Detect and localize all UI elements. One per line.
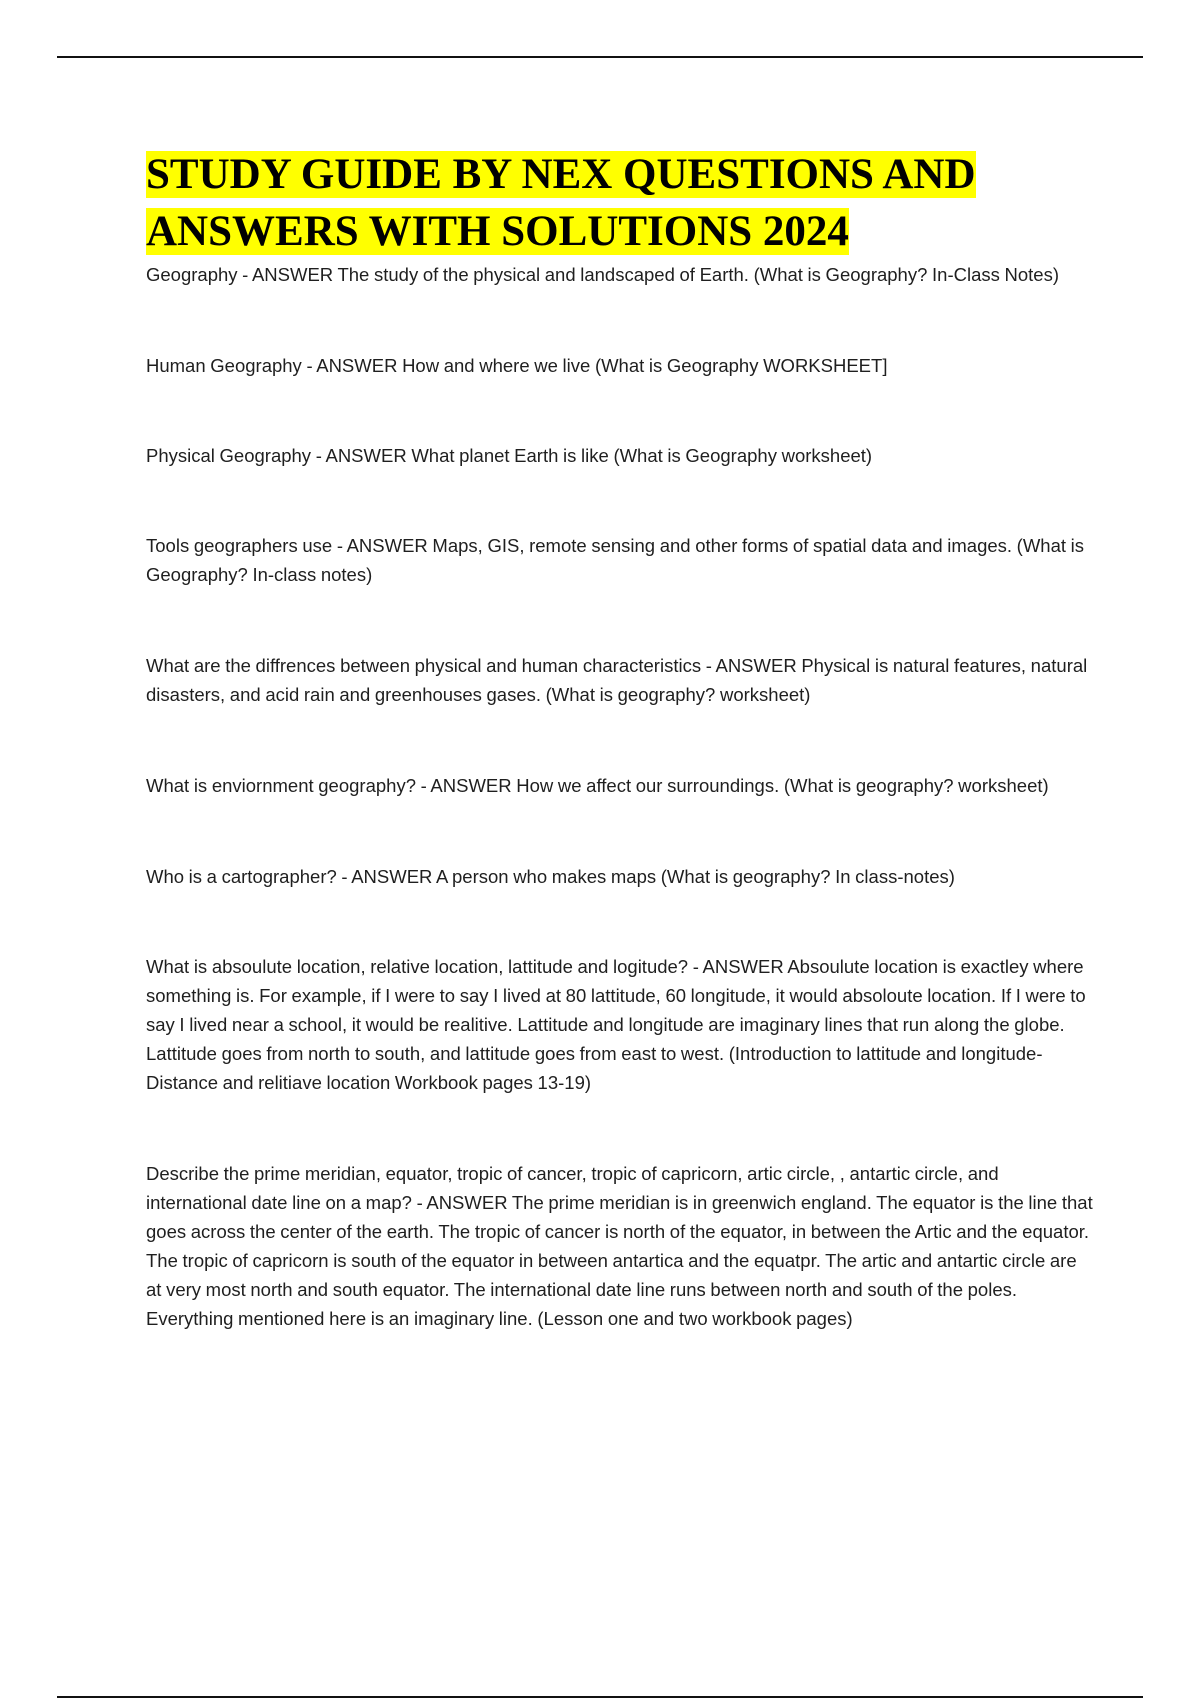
qa-item-differences: What are the diffrences between physical and human characteristics - ANSWER Physical is natural features, natural disasters, and acid rain and greenhouses gases. (What is geography? worksheet) xyxy=(146,655,1088,705)
qa-item-human-geography: Human Geography - ANSWER How and where we live (What is Geography WORKSHEET] xyxy=(146,355,888,376)
qa-item-geography: Geography - ANSWER The study of the physical and landscaped of Earth. (What is Geography? In-Class Notes) xyxy=(146,264,1059,285)
document-body xyxy=(146,146,1096,1333)
qa-item-tools: Tools geographers use - ANSWER Maps, GIS, remote sensing and other forms of spatial data and images. (What is Geography? In-class notes) xyxy=(146,535,1085,585)
qa-item-cartographer: Who is a cartographer? - ANSWER A person who makes maps (What is geography? In class-notes) xyxy=(146,866,955,887)
qa-item-location: What is absoulute location, relative location, lattitude and logitude? - ANSWER Absoulute location is exactley where something is. For example, if I were to say I lived at 80 lattitude, 60 longitude, it would absoloute location. If I were to say I lived near a school, it would be realitive. Lattitude and longitude are imaginary lines that run along the globe. Lattitude goes from north to south, and lattitude goes from east to west. (Introduction to lattitude and longitude- Distance and relitiave location Workbook pages 13-19) xyxy=(146,956,1086,1093)
document-title xyxy=(146,146,1096,260)
qa-item-map-lines: Describe the prime meridian, equator, tropic of cancer, tropic of capricorn, artic circle, , antartic circle, and international date line on a map? - ANSWER The prime meridian is in greenwich england. The equator is the line that goes across the center of the earth. The tropic of cancer is north of the equator, in between the Artic and the equator. The tropic of capricorn is south of the equator in between antartica and the equatpr. The artic and antartic circle are at very most north and south equator. The international date line runs between north and south of the poles. Everything mentioned here is an imaginary line. (Lesson one and two workbook pages) xyxy=(146,1163,1093,1329)
top-rule xyxy=(57,56,1143,58)
qa-item-environment: What is enviornment geography? - ANSWER How we affect our surroundings. (What is geography? worksheet) xyxy=(146,775,1049,796)
title-line-2: ANSWERS WITH SOLUTIONS 2024 xyxy=(146,208,849,255)
title-line-1: STUDY GUIDE BY NEX QUESTIONS AND xyxy=(146,151,976,198)
qa-list xyxy=(146,260,1096,1333)
qa-item-physical-geography: Physical Geography - ANSWER What planet Earth is like (What is Geography worksheet) xyxy=(146,445,873,466)
bottom-rule xyxy=(57,1696,1143,1698)
